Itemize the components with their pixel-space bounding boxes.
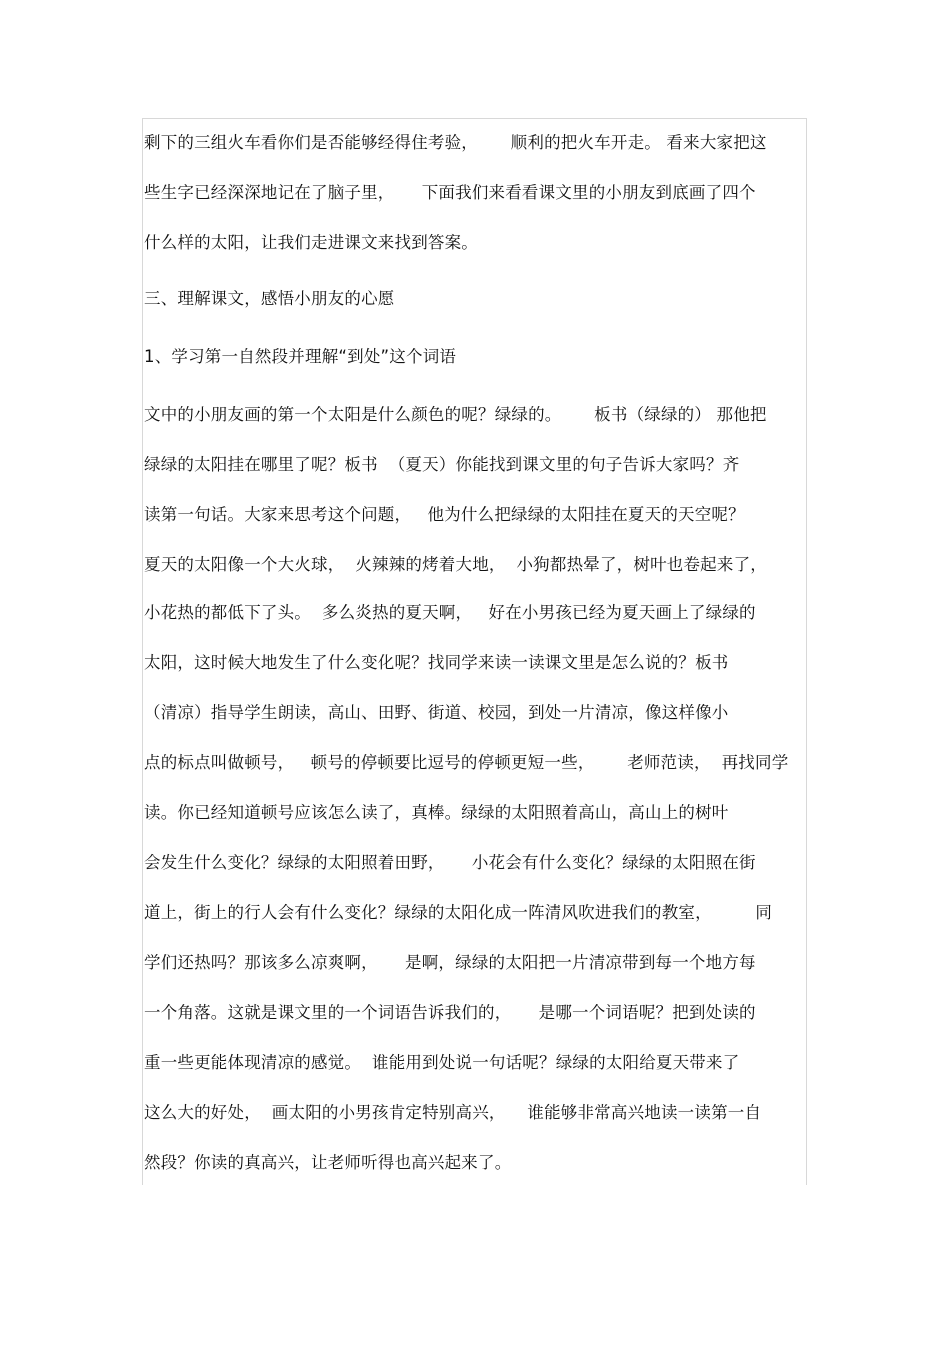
text-line: 点的标点叫做顿号， 顿号的停顿要比逗号的停顿更短一些， 老师范读， 再找同学 [144, 753, 789, 772]
subsection-heading: 1、学习第一自然段并理解“到处”这个词语 [144, 347, 457, 366]
text-line: 绿绿的太阳挂在哪里了呢？板书 （夏天）你能找到课文里的句子告诉大家吗？齐 [144, 455, 740, 474]
text-line: 读。你已经知道顿号应该怎么读了，真棒。绿绿的太阳照着高山，高山上的树叶 [144, 803, 729, 822]
text-line: 什么样的太阳，让我们走进课文来找到答案。 [144, 233, 478, 252]
text-line: 太阳，这时候大地发生了什么变化呢？找同学来读一读课文里是怎么说的？板书 [144, 653, 729, 672]
text-line: 一个角落。这就是课文里的一个词语告诉我们的， 是哪一个词语呢？把到处读的 [144, 1003, 756, 1022]
text-line: 剩下的三组火车看你们是否能够经得住考验， 顺利的把火车开走。 看来大家把这 [144, 133, 767, 152]
text-line: 读第一句话。大家来思考这个问题， 他为什么把绿绿的太阳挂在夏天的天空呢？ [144, 505, 745, 524]
section-heading: 三、理解课文，感悟小朋友的心愿 [144, 289, 395, 308]
text-line: 小花热的都低下了头。 多么炎热的夏天啊， 好在小男孩已经为夏天画上了绿绿的 [144, 603, 756, 622]
text-line: 文中的小朋友画的第一个太阳是什么颜色的呢？绿绿的。 板书（绿绿的） 那他把 [144, 405, 767, 424]
text-line: 重一些更能体现清凉的感觉。 谁能用到处说一句话呢？绿绿的太阳给夏天带来了 [144, 1053, 740, 1072]
text-line: 然段？你读的真高兴，让老师听得也高兴起来了。 [144, 1153, 512, 1172]
text-line: 会发生什么变化？绿绿的太阳照着田野， 小花会有什么变化？绿绿的太阳照在街 [144, 853, 756, 872]
text-line: （清凉）指导学生朗读，高山、田野、街道、校园，到处一片清凉，像这样像小 [144, 703, 729, 722]
text-line: 道上，街上的行人会有什么变化？绿绿的太阳化成一阵清风吹进我们的教室， 同 [144, 903, 773, 922]
text-line: 学们还热吗？那该多么凉爽啊， 是啊，绿绿的太阳把一片清凉带到每一个地方每 [144, 953, 756, 972]
text-line: 这么大的好处， 画太阳的小男孩肯定特别高兴， 谁能够非常高兴地读一读第一自 [144, 1103, 762, 1122]
text-line: 夏天的太阳像一个大火球， 火辣辣的烤着大地， 小狗都热晕了，树叶也卷起来了， [144, 555, 767, 574]
text-line: 些生字已经深深地记在了脑子里， 下面我们来看看课文里的小朋友到底画了四个 [144, 183, 756, 202]
